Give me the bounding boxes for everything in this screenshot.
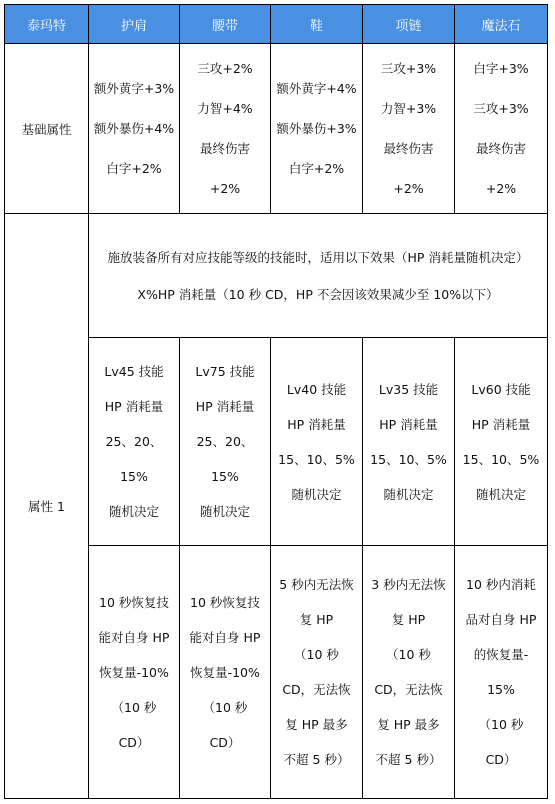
level-requirement-line: HP 消耗量 (379, 416, 438, 432)
header-text: 泰玛特 (26, 18, 66, 34)
effect-description-line: 的恢复量- (473, 647, 529, 662)
effect-description-line: CD，无法恢 (374, 682, 443, 697)
header-cell-belt (179, 4, 271, 44)
header-cell-magic-stone (454, 4, 548, 44)
base-attribute-line: 三攻+3% (473, 100, 529, 116)
base-attribute-line: +2% (393, 180, 424, 196)
base-attribute-line: 白字+2% (106, 160, 162, 176)
base-cell-belt (179, 43, 271, 214)
effect-cell-belt (179, 545, 271, 799)
base-attribute-line: 力智+4% (197, 100, 253, 116)
effect-description-line: 复 HP 最多 (377, 717, 440, 732)
level-requirement-line: Lv35 技能 (378, 381, 439, 397)
level-requirement-line: 15% (211, 469, 239, 484)
base-attribute-line: 最终伤害 (383, 140, 434, 156)
effect-description-line: 复 HP (391, 612, 426, 627)
base-cell-necklace (362, 43, 455, 214)
effect-description-line: 能对自身 HP (98, 629, 170, 645)
level-requirement-line: HP 消耗量 (287, 416, 346, 432)
effect-description-line: CD，无法恢 (282, 682, 351, 697)
row-label-text: 基础属性 (21, 121, 72, 137)
common-effect-line-1: 施放装备所有对应技能等级的技能时，适用以下效果（HP 消耗量随机决定） (107, 249, 529, 265)
level-cell-magic-stone (454, 337, 548, 546)
base-attribute-line: 白字+3% (473, 60, 529, 76)
level-cell-necklace (362, 337, 455, 546)
header-text: 魔法石 (481, 18, 521, 34)
level-requirement-line: 15、10、5% (278, 451, 355, 467)
base-attribute-line: 额外黄字+3% (93, 80, 175, 96)
level-requirement-line: HP 消耗量 (195, 399, 255, 414)
base-attribute-line: 额外暴伤+3% (276, 120, 357, 136)
effect-description-line: 10 秒恢复技 (99, 594, 169, 610)
effect-description-line: （10 秒 (386, 647, 431, 662)
effect-description-line: 10 秒内消耗 (466, 577, 536, 592)
base-attribute-line: 额外黄字+4% (276, 80, 357, 96)
level-requirement-line: 随机决定 (383, 486, 434, 502)
base-attribute-line: 三攻+3% (380, 60, 437, 76)
effect-cell-magic-stone (454, 545, 548, 799)
effect-description-line: 品对自身 HP (465, 612, 537, 627)
header-text: 护肩 (120, 18, 147, 34)
effect-description-line: 复 HP 最多 (285, 717, 348, 732)
row-label-text: 属性 1 (28, 499, 65, 514)
effect-description-line: 不超 5 秒） (375, 752, 442, 767)
level-requirement-line: 15% (120, 469, 148, 484)
row-label-base (4, 43, 89, 214)
effect-description-line: CD） (485, 752, 517, 767)
effect-description-line: 10 秒恢复技 (190, 594, 260, 610)
level-requirement-line: Lv60 技能 (471, 381, 531, 397)
header-text: 项链 (395, 18, 422, 34)
effect-description-line: （10 秒 (111, 699, 157, 715)
header-cell-shoes (270, 4, 363, 44)
level-requirement-line: Lv75 技能 (195, 364, 255, 379)
effect-description-line: （10 秒 (202, 699, 248, 715)
level-requirement-line: 15、10、5% (462, 451, 540, 467)
base-cell-shoulder (88, 43, 180, 214)
level-requirement-line: 随机决定 (199, 504, 250, 519)
effect-description-line: 恢复量-10% (99, 664, 169, 680)
effect-cell-shoes (270, 545, 363, 799)
base-attribute-line: 额外暴伤+4% (93, 120, 175, 136)
level-requirement-line: Lv40 技能 (286, 381, 347, 397)
effect-description-line: （10 秒 (294, 647, 339, 662)
effect-description-line: 能对自身 HP (189, 629, 261, 645)
base-attribute-line: +2% (209, 180, 241, 196)
level-requirement-line: 随机决定 (291, 486, 342, 502)
effect-description-line: （10 秒 (478, 717, 524, 732)
effect-description-line: 3 秒内无法恢 (371, 577, 446, 592)
level-cell-belt (179, 337, 271, 546)
common-effect-line-2: X%HP 消耗量（10 秒 CD，HP 不会因该效果减少至 10%以下） (137, 286, 499, 302)
effect-description-line: CD） (118, 734, 150, 750)
level-requirement-line: 15、10、5% (370, 451, 447, 467)
effect-description-line: CD） (209, 734, 241, 750)
equipment-table (4, 4, 548, 799)
header-text: 腰带 (211, 18, 238, 34)
effect-cell-necklace (362, 545, 455, 799)
effect-cell-shoulder (88, 545, 180, 799)
base-attribute-line: 力智+3% (380, 100, 437, 116)
level-cell-shoes (270, 337, 363, 546)
header-cell-label (4, 4, 89, 44)
base-cell-magic-stone (454, 43, 548, 214)
header-text: 鞋 (309, 18, 323, 34)
base-attribute-line: +2% (485, 180, 517, 196)
base-attribute-line: 三攻+2% (197, 60, 253, 76)
effect-description-line: 恢复量-10% (190, 664, 260, 680)
level-requirement-line: HP 消耗量 (471, 416, 531, 432)
base-attribute-line: 最终伤害 (199, 140, 250, 156)
level-requirement-line: 随机决定 (475, 486, 526, 502)
level-requirement-line: 随机决定 (108, 504, 159, 519)
effect-description-line: 5 秒内无法恢 (279, 577, 354, 592)
common-effect-cell (88, 213, 548, 338)
header-cell-necklace (362, 4, 455, 44)
effect-description-line: 复 HP (299, 612, 334, 627)
effect-description-line: 15% (487, 682, 515, 697)
effect-description-line: 不超 5 秒） (283, 752, 350, 767)
base-attribute-line: 最终伤害 (475, 140, 526, 156)
level-requirement-line: 25、20、 (196, 434, 254, 449)
level-cell-shoulder (88, 337, 180, 546)
level-requirement-line: HP 消耗量 (104, 399, 164, 414)
row-label-attr1 (4, 213, 89, 799)
level-requirement-line: Lv45 技能 (104, 364, 164, 379)
base-cell-shoes (270, 43, 363, 214)
level-requirement-line: 25、20、 (105, 434, 163, 449)
header-cell-shoulder (88, 4, 180, 44)
base-attribute-line: 白字+2% (288, 160, 345, 176)
